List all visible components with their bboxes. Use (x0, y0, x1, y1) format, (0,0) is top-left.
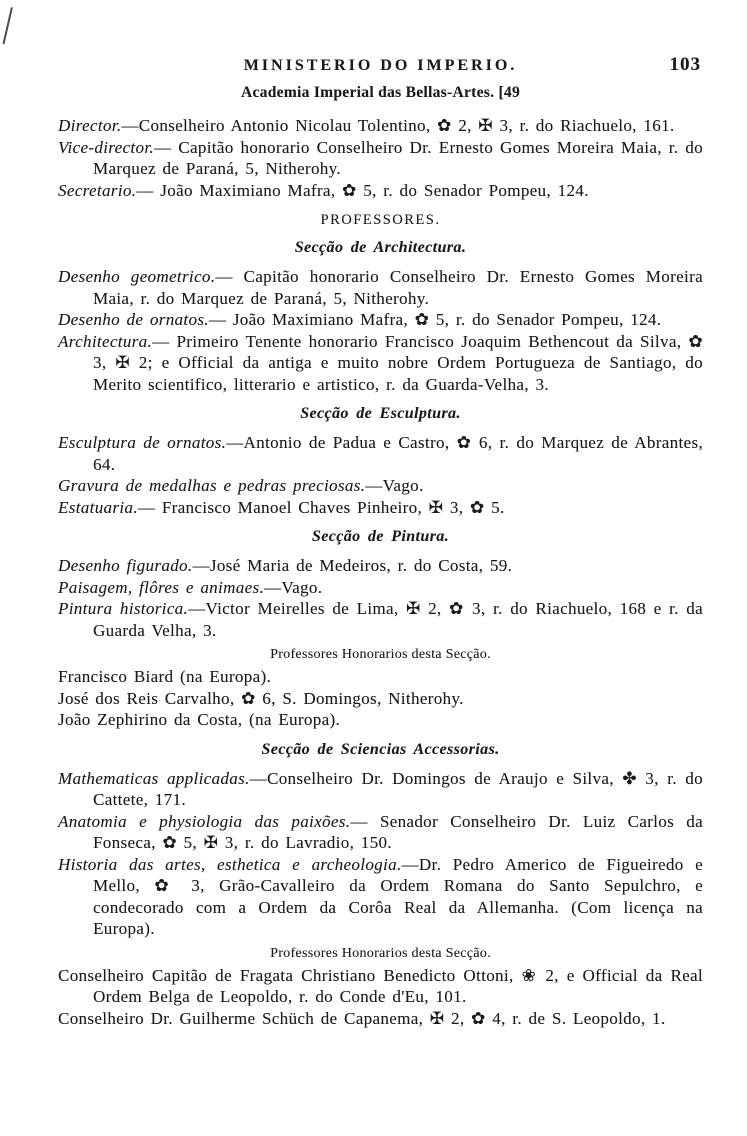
honorary-heading-sciencias: Professores Honorarios desta Secção. (270, 945, 491, 961)
section-heading-sciencias: Secção de Sciencias Accessorias. (261, 740, 500, 758)
chair-entry (58, 475, 703, 497)
chair-details: — Senador Conselheiro Dr. Luiz Carlos da Fonseca, ✿ 5, ✠ 3, r. do Lavradio, 150. (93, 811, 703, 852)
officer-details: — Capitão honorario Conselheiro Dr. Ernesto Gomes Moreira Maia, r. do Marquez de Paraná, 5, Nitherohy. (93, 137, 703, 178)
page-number: 103 (669, 54, 701, 75)
section-heading-architectura: Secção de Architectura. (294, 239, 467, 256)
officer-title: Vice-director. (58, 137, 155, 157)
chair-details: — Francisco Manoel Chaves Pinheiro, ✠ 3, ✿ 5. (137, 497, 505, 517)
chair-details: — Capitão honorario Conselheiro Dr. Ernesto Gomes Moreira Maia, r. do Marquez de Paraná, 5, Nitherohy. (93, 267, 703, 308)
chair-entry (58, 768, 703, 811)
chair-entry (58, 309, 703, 331)
chair-details: —Vago. (365, 476, 424, 495)
chair-title: Architectura. (58, 331, 153, 351)
chair-details: —Victor Meirelles de Lima, ✠ 2, ✿ 3, r. do Riachuelo, 168 e r. da Guarda Velha, 3. (93, 599, 703, 640)
chair-title: Desenho figurado. (58, 556, 193, 575)
section-heading-pintura: Secção de Pintura. (311, 528, 450, 545)
chair-entry (58, 555, 703, 577)
chair-title: Pintura historica. (58, 599, 189, 618)
officer-title: Director. (58, 116, 122, 135)
section-heading-esculptura: Secção de Esculptura. (300, 405, 461, 422)
chair-title: Gravura de medalhas e pedras preciosas. (58, 476, 366, 495)
honorary-professor: Francisco Biard (na Europa). (58, 667, 272, 686)
chair-title: Paisagem, flôres e animaes. (58, 577, 265, 597)
chair-entry (58, 598, 703, 641)
signature-mark: [49 (498, 84, 521, 101)
chair-entry (58, 497, 703, 519)
chair-details: —José Maria de Medeiros, r. do Costa, 59. (192, 556, 513, 575)
officer-entry-director (58, 115, 703, 137)
honorary-professor: José dos Reis Carvalho, ✿ 6, S. Domingos, Nitherohy. (58, 688, 464, 708)
pen-stroke-mark (2, 7, 12, 44)
chair-title: Mathematicas applicadas. (58, 768, 250, 788)
chair-entry (58, 266, 703, 309)
chair-title: Estatuaria. (58, 497, 138, 517)
chair-details: —Vago. (264, 577, 323, 597)
chair-title: Desenho de ornatos. (58, 310, 209, 329)
chair-details: —Antonio de Padua e Castro, ✿ 6, r. do Marquez de Abrantes, 64. (93, 433, 704, 474)
chair-details: — Primeiro Tenente honorario Francisco Joaquim Bethencout da Silva, ✿ 3, ✠ 2; e Official da antiga e muito nobre Ordem Portugueza de Santiago, do Merito scientifico, litterario e artistico, r. da Guarda-Velha, 3. (93, 331, 703, 394)
professores-heading: PROFESSORES. (320, 212, 441, 228)
honorary-professor: João Zephirino da Costa, (na Europa). (58, 710, 341, 729)
chair-title: Historia das artes, esthetica e archeologia. (58, 854, 402, 874)
honorary-professor: Conselheiro Capitão de Fragata Christiano Benedicto Ottoni, ❀ 2, e Official da Real Ordem Belga de Leopoldo, r. do Conde d'Eu, 101. (58, 965, 703, 1006)
chair-title: Esculptura de ornatos. (58, 433, 227, 452)
chair-entry (58, 577, 703, 599)
directory-content (58, 115, 703, 1029)
honorary-heading-pintura: Professores Honorarios desta Secção. (270, 647, 491, 662)
officer-details: —Conselheiro Antonio Nicolau Tolentino, ✿ 2, ✠ 3, r. do Riachuelo, 161. (121, 116, 675, 135)
page-header (58, 56, 703, 102)
chair-details: — João Maximiano Mafra, ✿ 5, r. do Senador Pompeu, 124. (208, 310, 662, 329)
chair-details: —Conselheiro Dr. Domingos de Araujo e Silva, ✤ 3, r. do Cattete, 171. (93, 768, 703, 809)
officer-entry-secretario (58, 180, 703, 202)
chair-title: Desenho geometrico. (58, 267, 216, 286)
chair-entry (58, 811, 703, 854)
chair-entry (58, 331, 703, 396)
officer-entry-vice-director (58, 137, 703, 180)
honorary-professor: Conselheiro Dr. Guilherme Schüch de Capanema, ✠ 2, ✿ 4, r. de S. Leopoldo, 1. (58, 1008, 666, 1028)
academy-title-row (58, 83, 703, 102)
chair-title: Anatomia e physiologia das paixões. (58, 811, 351, 831)
chair-details: —Dr. Pedro Americo de Figueiredo e Mello, ✿ 3, Grão-Cavalleiro da Ordem Romana do Santo Sepulchro, e condecorado com a Ordem da Corôa Real da Allemanha. (Com licença na Europa). (93, 854, 703, 938)
officer-title: Secretario. (58, 180, 137, 200)
ministry-title: MINISTERIO DO IMPERIO. (243, 57, 518, 74)
chair-entry (58, 432, 703, 475)
academy-title: Academia Imperial das Bellas-Artes. (240, 84, 495, 101)
officer-details: — João Maximiano Mafra, ✿ 5, r. do Senador Pompeu, 124. (136, 180, 589, 200)
chair-entry (58, 854, 703, 940)
